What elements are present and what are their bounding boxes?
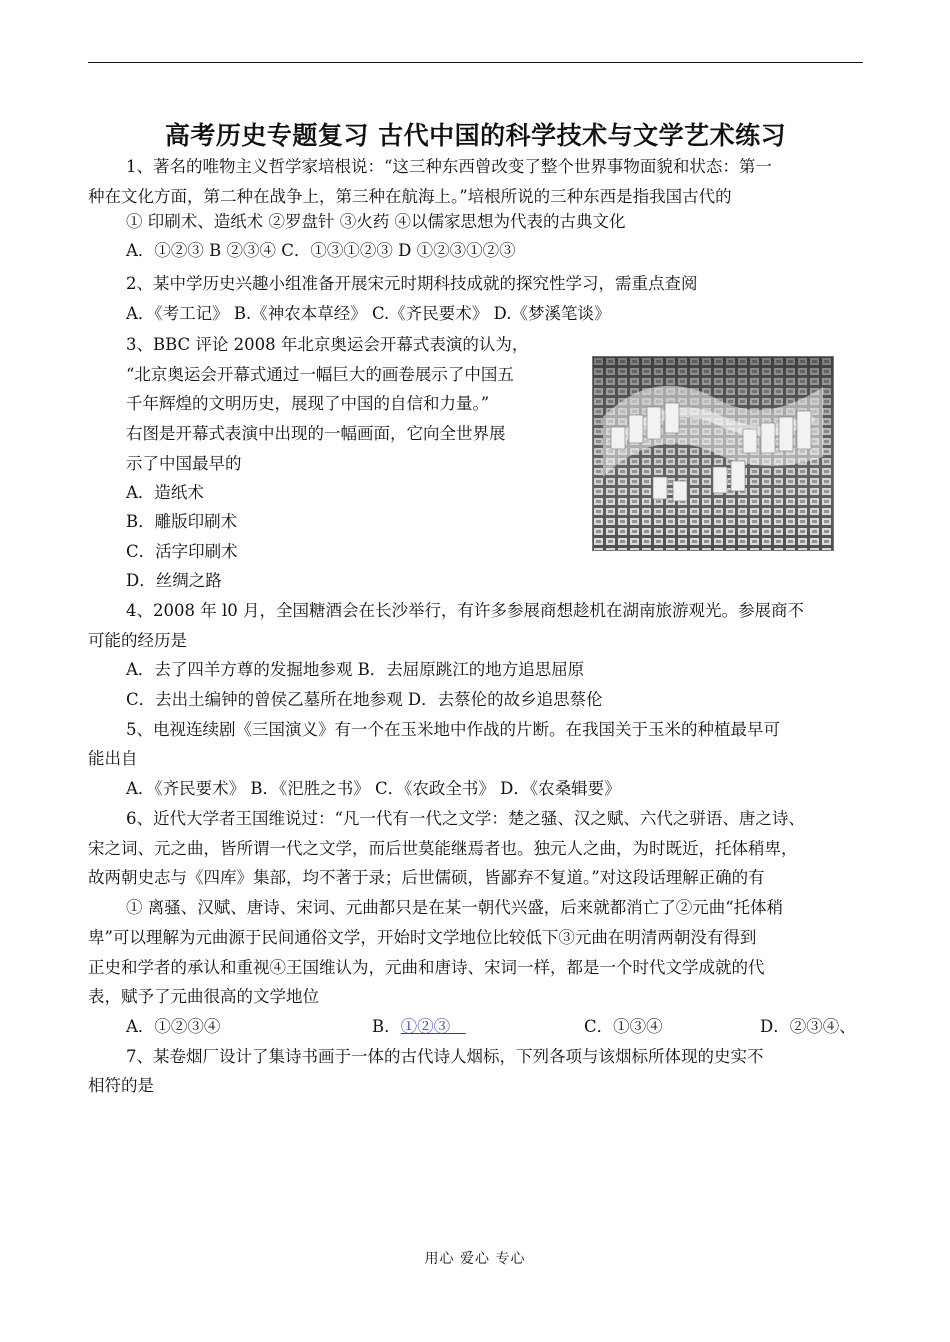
q6-item-line-4: 表，赋予了元曲很高的文学地位 [88,987,319,1006]
q2-stem: 2、某中学历史兴趣小组准备开展宋元时期科技成就的探究性学习，需重点查阅 [126,274,698,293]
q6-item-line-1: ① 离骚、汉赋、唐诗、宋词、元曲都只是在某一朝代兴盛，后来就都消亡了②元曲“托体稍 [126,898,784,917]
q1-stem-line-1: 1、著名的唯物主义哲学家培根说：“这三种东西曾改变了整个世界事物面貌和状态：第一 [126,157,772,176]
q5-stem-line-1: 5、电视连续剧《三国演义》有一个在玉米地中作战的片断。在我国关于玉米的种植最早可 [126,720,780,739]
header-rule [88,62,863,63]
q3-option-b: B．雕版印刷术 [126,512,238,531]
page-title: 高考历史专题复习 古代中国的科学技术与文学艺术练习 [164,121,787,150]
q5-stem-line-2: 能出自 [88,749,138,768]
q3-stem-line-1: 3、BBC 评论 2008 年北京奥运会开幕式表演的认为， [126,335,529,354]
q3-option-d: D．丝绸之路 [126,571,222,590]
q6-stem-line-1: 6、近代大学者王国维说过：“凡一代有一代之文学：楚之骚、汉之赋、六代之骈语、唐之诗、 [126,809,805,828]
q3-option-a: A．造纸术 [126,483,204,502]
q6-option-b [372,1016,466,1038]
movable-type-blocks-image [592,356,834,551]
q6-stem-line-2: 宋之词、元之曲，皆所谓一代之文学，而后世莫能继焉者也。独元人之曲，为时既近，托体稍卑， [88,839,798,858]
q3-stem-line-3: 千年辉煌的文明历史，展现了中国的自信和力量。” [126,394,490,413]
q7-stem-line-2: 相符的是 [88,1076,154,1095]
q3-stem-line-2: “北京奥运会开幕式通过一幅巨大的画卷展示了中国五 [126,365,514,384]
page-footer: 用心 爱心 专心 [424,1251,526,1267]
q1-options: A．①②③ B ②③④ C．①③①②③ D ①②③①②③ [126,241,516,260]
q4-options-cd: C．去出土编钟的曾侯乙墓所在地参观 D．去蔡伦的故乡追思蔡伦 [126,690,603,709]
q1-items: ① 印刷术、造纸术 ②罗盘针 ③火药 ④以儒家思想为代表的古典文化 [126,212,626,231]
q7-stem-line-1: 7、某卷烟厂设计了集诗书画于一体的古代诗人烟标，下列各项与该烟标所体现的史实不 [126,1047,764,1066]
q6-option-a: A．①②③④ [126,1017,221,1036]
q5-options: A．《齐民要术》 B．《汜胜之书》 C．《农政全书》 D．《农桑辑要》 [126,779,621,798]
q6-option-c: C．①③④ [584,1017,663,1036]
q4-options-ab: A．去了四羊方尊的发掘地参观 B．去屈原跳江的地方追思屈原 [126,660,585,679]
q6-option-b-link[interactable]: ①②③ [400,1017,466,1036]
q4-stem-line-2: 可能的经历是 [88,631,187,650]
q3-option-c: C．活字印刷术 [126,542,238,561]
q2-options: A．《考工记》 B.《神农本草经》 C.《齐民要术》 D.《梦溪笔谈》 [126,304,611,323]
q1-stem-line-2: 种在文化方面，第二种在战争上，第三种在航海上。”培根所说的三种东西是指我国古代的 [88,187,732,206]
movable-type-blocks-picture [593,357,833,550]
q6-stem-line-3: 故两朝史志与《四库》集部，均不著于录；后世儒硕，皆鄙弃不复道。”对这段话理解正确的有 [88,868,765,887]
q6-option-d: D．②③④、 [760,1017,856,1036]
q4-stem-line-1: 4、2008 年 l0 月，全国糖酒会在长沙举行，有许多参展商想趁机在湖南旅游观光。参展商不 [126,601,804,620]
q3-stem-line-5: 示了中国最早的 [126,454,242,473]
q6-item-line-3: 正史和学者的承认和重视④王国维认为，元曲和唐诗、宋词一样，都是一个时代文学成就的代 [88,958,765,977]
q6-item-line-2: 卑”可以理解为元曲源于民间通俗文学，开始时文学地位比较低下③元曲在明清两朝没有得到 [88,928,757,947]
q3-stem-line-4: 右图是开幕式表演中出现的一幅画面，它向全世界展 [126,424,506,443]
q6-option-b-label: B． [372,1017,401,1036]
